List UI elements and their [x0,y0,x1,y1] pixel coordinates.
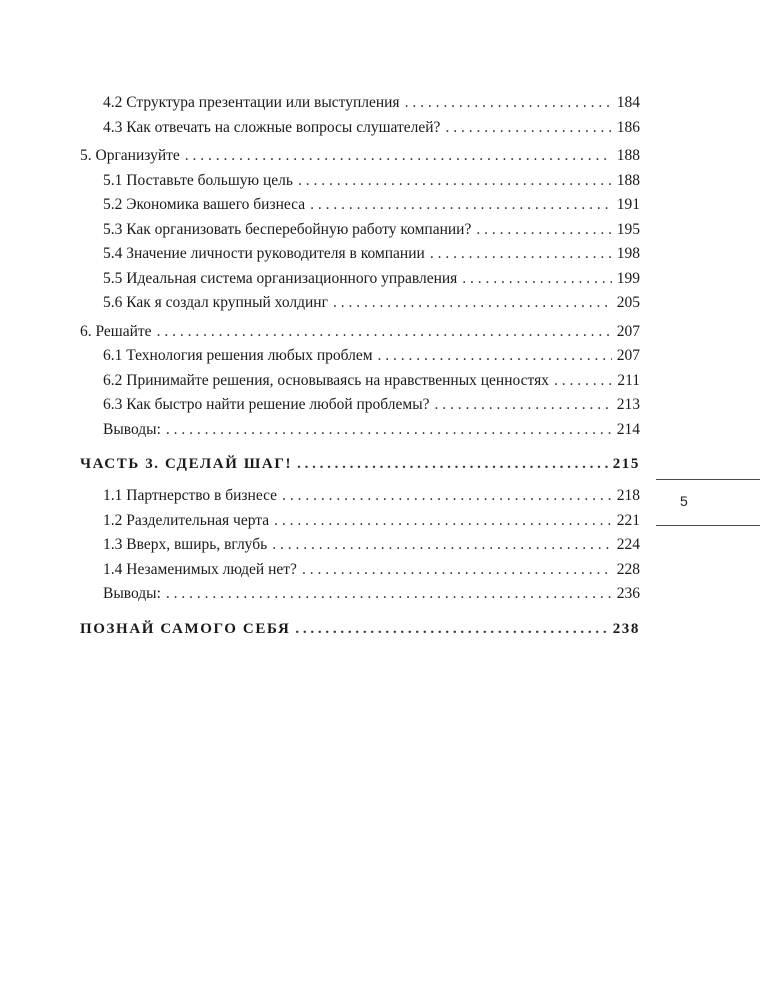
toc-entry-title: 4.3 Как отвечать на сложные вопросы слушателей? [103,118,441,136]
toc-entry-page: 221 [616,511,640,529]
toc-entry-1-1[interactable] [80,487,640,512]
page-number: 5 [680,493,688,509]
toc-leader-dots [297,456,608,473]
toc-entry-page: 218 [616,487,640,504]
toc-entry-conclusions-1[interactable] [80,421,640,446]
toc-entry-title: 6. Решайте [80,322,152,340]
toc-entry-title: 5.6 Как я создал крупный холдинг [103,294,328,311]
toc-entry-5-4[interactable] [80,245,640,270]
toc-leader-dots [405,94,612,112]
toc-entry-page: 211 [617,371,640,389]
toc-entry-1-3[interactable] [80,536,640,561]
toc-entry-title: Выводы: [103,585,161,602]
toc-entry-6-3[interactable] [80,396,640,421]
toc-entry-page: 213 [616,396,640,413]
toc-leader-dots [462,270,611,288]
table-of-contents [80,94,640,648]
toc-entry-1-2[interactable] [80,512,640,537]
toc-entry-page: 198 [616,245,640,262]
toc-entry-6-1[interactable] [80,347,640,372]
toc-entry-page: 214 [616,420,640,438]
toc-entry-title: 4.2 Структура презентации или выступления [103,94,400,111]
toc-leader-dots [166,421,612,439]
toc-entry-5-1[interactable] [80,172,640,197]
toc-leader-dots [157,323,612,341]
toc-entry-title: ЧАСТЬ 3. СДЕЛАЙ ШАГ! [80,456,293,472]
toc-entry-title: 1.1 Партнерство в бизнесе [103,487,278,504]
toc-leader-dots [295,621,607,638]
toc-entry-6-2[interactable] [80,372,640,397]
toc-entry-page: 224 [616,536,640,553]
toc-entry-5-5[interactable] [80,270,640,295]
toc-entry-page: 228 [616,560,640,578]
toc-entry-page: 188 [616,147,640,164]
toc-entry-title: 5.5 Идеальная система организационного управления [103,269,458,287]
toc-entry-title: 6.3 Как быстро найти решение любой проблемы? [103,396,430,413]
toc-leader-dots [435,396,612,414]
toc-entry-title: 5.3 Как организовать бесперебойную работу компании? [103,220,472,238]
toc-leader-dots [333,294,612,312]
toc-leader-dots [274,512,612,530]
toc-chapter-6[interactable] [80,323,640,348]
toc-entry-title: 6.2 Принимайте решения, основываясь на нравственных ценностях [103,371,549,389]
toc-leader-dots [378,347,612,365]
toc-entry-1-4[interactable] [80,561,640,586]
page-number-marker [656,479,760,526]
toc-leader-dots [430,245,612,263]
toc-leader-dots [185,147,612,165]
toc-entry-4-3[interactable] [80,119,640,144]
toc-entry-page: 188 [616,171,640,189]
toc-entry-title: Выводы: [103,420,161,438]
toc-entry-page: 207 [616,322,640,340]
toc-entry-title: 1.3 Вверх, вширь, вглубь [103,536,268,553]
toc-entry-page: 207 [616,347,640,364]
toc-leader-dots [282,487,612,505]
toc-entry-page: 215 [612,456,640,472]
toc-entry-title: 6.1 Технология решения любых проблем [103,347,373,364]
toc-leader-dots [476,221,611,239]
toc-entry-title: 5. Организуйте [80,147,180,164]
toc-entry-4-2[interactable] [80,94,640,119]
toc-part-3[interactable] [80,456,640,483]
toc-entry-5-2[interactable] [80,196,640,221]
toc-entry-title: 5.4 Значение личности руководителя в компании [103,245,425,262]
toc-entry-title: 5.2 Экономика вашего бизнеса [103,196,306,213]
toc-entry-page: 184 [616,94,640,111]
toc-leader-dots [272,536,612,554]
toc-leader-dots [310,196,612,214]
toc-chapter-5[interactable] [80,147,640,172]
toc-entry-page: 205 [616,294,640,311]
toc-leader-dots [554,372,612,390]
toc-entry-page: 191 [616,196,640,213]
toc-entry-title: ПОЗНАЙ САМОГО СЕБЯ [80,620,291,637]
toc-leader-dots [166,585,612,603]
toc-know-yourself[interactable] [80,621,640,648]
toc-entry-title: 5.1 Поставьте большую цель [103,171,293,189]
toc-entry-conclusions-2[interactable] [80,585,640,610]
toc-leader-dots [445,119,611,137]
toc-entry-page: 236 [616,585,640,602]
toc-entry-title: 1.2 Разделительная черта [103,511,270,529]
toc-leader-dots [302,561,612,579]
toc-entry-page: 238 [612,620,640,637]
toc-entry-5-6[interactable] [80,294,640,319]
toc-leader-dots [298,172,612,190]
toc-entry-page: 186 [616,118,640,136]
toc-entry-page: 195 [616,220,640,238]
toc-entry-page: 199 [616,269,640,287]
toc-entry-5-3[interactable] [80,221,640,246]
toc-entry-title: 1.4 Незаменимых людей нет? [103,560,297,578]
